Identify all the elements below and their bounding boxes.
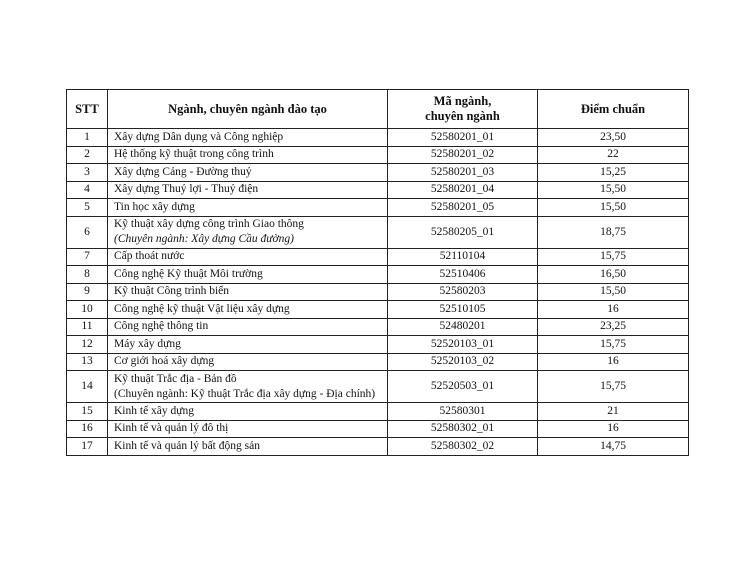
table-row — [67, 336, 689, 354]
row-benchmark-score: 22 — [538, 146, 689, 164]
row-stt: 6 — [67, 216, 108, 248]
major-specialization-text: (Chuyên ngành: Xây dựng Cầu đường) — [114, 233, 294, 245]
row-benchmark-score: 23,25 — [538, 318, 689, 336]
row-benchmark-score: 15,50 — [538, 181, 689, 199]
row-stt: 9 — [67, 283, 108, 301]
row-major-code: 52520103_02 — [388, 353, 538, 371]
row-stt: 1 — [67, 129, 108, 147]
table-row — [67, 420, 689, 438]
row-major-name: Máy xây dựng — [108, 336, 388, 354]
row-stt: 12 — [67, 336, 108, 354]
row-major-name: Công nghệ thông tin — [108, 318, 388, 336]
row-benchmark-score: 16 — [538, 353, 689, 371]
row-major-code: 52110104 — [388, 248, 538, 266]
row-major-name: Cấp thoát nước — [108, 248, 388, 266]
row-major-name: Tin học xây dựng — [108, 199, 388, 217]
row-major-code: 52580205_01 — [388, 216, 538, 248]
row-benchmark-score: 15,75 — [538, 371, 689, 403]
row-major-name — [108, 216, 388, 248]
row-major-name — [108, 371, 388, 403]
header-code — [388, 90, 538, 129]
row-major-name: Hệ thống kỹ thuật trong công trình — [108, 146, 388, 164]
row-major-code: 52510406 — [388, 266, 538, 284]
row-stt: 16 — [67, 420, 108, 438]
row-benchmark-score: 15,75 — [538, 248, 689, 266]
table-row — [67, 248, 689, 266]
row-stt: 7 — [67, 248, 108, 266]
row-major-name: Xây dựng Cảng - Đường thuỷ — [108, 164, 388, 182]
table-row — [67, 216, 689, 248]
table-body — [67, 129, 689, 456]
row-benchmark-score: 16 — [538, 420, 689, 438]
table-row — [67, 266, 689, 284]
row-major-code: 52580203 — [388, 283, 538, 301]
row-stt: 4 — [67, 181, 108, 199]
row-major-name: Kinh tế và quản lý đô thị — [108, 420, 388, 438]
row-stt: 17 — [67, 438, 108, 456]
row-major-code: 52580301 — [388, 403, 538, 421]
row-major-name: Công nghệ Kỹ thuật Môi trường — [108, 266, 388, 284]
row-major-code: 52580201_02 — [388, 146, 538, 164]
table-row — [67, 371, 689, 403]
major-name-text: Kỹ thuật xây dựng công trình Giao thông — [114, 218, 304, 230]
table-row — [67, 129, 689, 147]
header-major: Ngành, chuyên ngành đào tạo — [108, 90, 388, 129]
table-row — [67, 164, 689, 182]
major-specialization-text: (Chuyên ngành: Kỹ thuật Trắc địa xây dựng - Địa chính) — [114, 387, 376, 400]
row-stt: 8 — [67, 266, 108, 284]
row-benchmark-score: 23,50 — [538, 129, 689, 147]
row-benchmark-score: 18,75 — [538, 216, 689, 248]
row-major-code: 52580201_03 — [388, 164, 538, 182]
row-major-code: 52520503_01 — [388, 371, 538, 403]
table-row — [67, 301, 689, 319]
row-stt: 13 — [67, 353, 108, 371]
row-stt: 5 — [67, 199, 108, 217]
table-row — [67, 318, 689, 336]
row-stt: 2 — [67, 146, 108, 164]
row-stt: 3 — [67, 164, 108, 182]
row-stt: 14 — [67, 371, 108, 403]
major-name-text: Kỹ thuật Trắc địa - Bản đồ — [114, 372, 237, 385]
row-major-name: Kinh tế xây dựng — [108, 403, 388, 421]
table-row — [67, 283, 689, 301]
row-benchmark-score: 15,50 — [538, 199, 689, 217]
table-row — [67, 146, 689, 164]
row-major-name: Xây dựng Dân dụng và Công nghiệp — [108, 129, 388, 147]
table-header-row — [67, 90, 689, 129]
row-major-code: 52580201_04 — [388, 181, 538, 199]
row-benchmark-score: 15,25 — [538, 164, 689, 182]
row-benchmark-score: 21 — [538, 403, 689, 421]
header-code-line1: Mã ngành, — [433, 94, 492, 108]
table-row — [67, 181, 689, 199]
table-row — [67, 199, 689, 217]
table-row — [67, 353, 689, 371]
row-benchmark-score: 15,50 — [538, 283, 689, 301]
row-stt: 10 — [67, 301, 108, 319]
header-score: Điểm chuẩn — [538, 90, 689, 129]
row-major-name: Xây dựng Thuỷ lợi - Thuỷ điện — [108, 181, 388, 199]
row-benchmark-score: 15,75 — [538, 336, 689, 354]
row-major-name: Công nghệ kỹ thuật Vật liệu xây dựng — [108, 301, 388, 319]
row-benchmark-score: 16,50 — [538, 266, 689, 284]
row-stt: 15 — [67, 403, 108, 421]
row-major-code: 52520103_01 — [388, 336, 538, 354]
row-major-name: Cơ giới hoá xây dựng — [108, 353, 388, 371]
header-stt: STT — [67, 90, 108, 129]
row-benchmark-score: 14,75 — [538, 438, 689, 456]
row-stt: 11 — [67, 318, 108, 336]
row-major-code: 52580201_01 — [388, 129, 538, 147]
row-benchmark-score: 16 — [538, 301, 689, 319]
row-major-code: 52480201 — [388, 318, 538, 336]
row-major-code: 52580302_01 — [388, 420, 538, 438]
header-code-line2: chuyên ngành — [425, 109, 500, 123]
row-major-code: 52580302_02 — [388, 438, 538, 456]
admission-score-table — [66, 89, 689, 456]
table-row — [67, 438, 689, 456]
row-major-code: 52580201_05 — [388, 199, 538, 217]
row-major-name: Kỹ thuật Công trình biển — [108, 283, 388, 301]
table-row — [67, 403, 689, 421]
row-major-code: 52510105 — [388, 301, 538, 319]
row-major-name: Kinh tế và quản lý bất động sản — [108, 438, 388, 456]
